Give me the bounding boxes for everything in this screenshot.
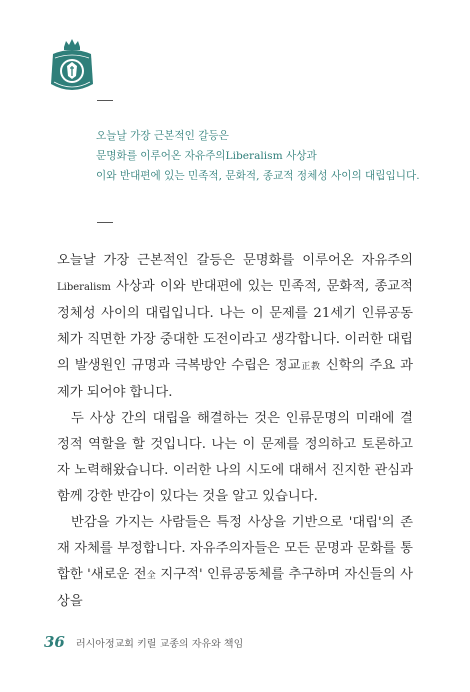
pull-quote (96, 126, 436, 186)
pull-quote-line-2: 문명화를 이루어온 자유주의Liberalism 사상과 (96, 150, 317, 162)
page-number: 36 (44, 633, 65, 651)
p3-hanja: 全 (146, 571, 156, 581)
pull-quote-line-1: 오늘날 가장 근본적인 갈등은 (96, 130, 229, 142)
divider-bottom (97, 222, 113, 223)
divider-top (97, 100, 113, 101)
p1-text-c: 신학의 주요 과제가 되어야 합니다. (57, 358, 413, 400)
paragraph-2: 두 사상 간의 대립을 해결하는 것은 인류문명의 미래에 결정적 역할을 할 것입니다. 나는 이 문제를 정의하고 토론하고자 노력해왔습니다. 이러한 나의 시도에 대해서 진지한 관심과 함께 강한 반감이 있다는 것을 알고 있습니다. (57, 411, 413, 504)
paragraph-3 (57, 510, 413, 615)
running-title: 러시아정교회 키릴 교종의 자유와 책임 (75, 639, 244, 650)
body-text (57, 248, 413, 615)
p1-text-a: 오늘날 가장 근본적인 갈등은 문명화를 이루어온 자유주의 (57, 253, 413, 268)
page-footer (44, 632, 243, 651)
paragraph-1 (57, 248, 413, 406)
p3-text-b: 지구적' 인류공동체를 추구하며 자신들의 사상을 (57, 567, 413, 609)
church-seal-emblem (47, 38, 97, 96)
pull-quote-line-3: 이와 반대편에 있는 민족적, 문화적, 종교적 정체성 사이의 대립입니다. (96, 170, 420, 182)
p1-english-term: Liberalism (57, 282, 111, 293)
p1-hanja: 正教 (300, 362, 321, 372)
p3-text-a: 반감을 가지는 사람들은 특정 사상을 기반으로 '대립'의 존재 자체를 부정합니다. 자유주의자들은 모든 문명과 문화를 통합한 '새로운 전 (57, 515, 413, 582)
p1-text-b: 사상과 이와 반대편에 있는 민족적, 문화적, 종교적 정체성 사이의 대립입니다. 나는 이 문제를 21세기 인류공동체가 직면한 가장 중대한 도전이라고 생각합니다. 이러한 대립의 발생원인 규명과 극복방안 수립은 정교 (57, 279, 413, 373)
